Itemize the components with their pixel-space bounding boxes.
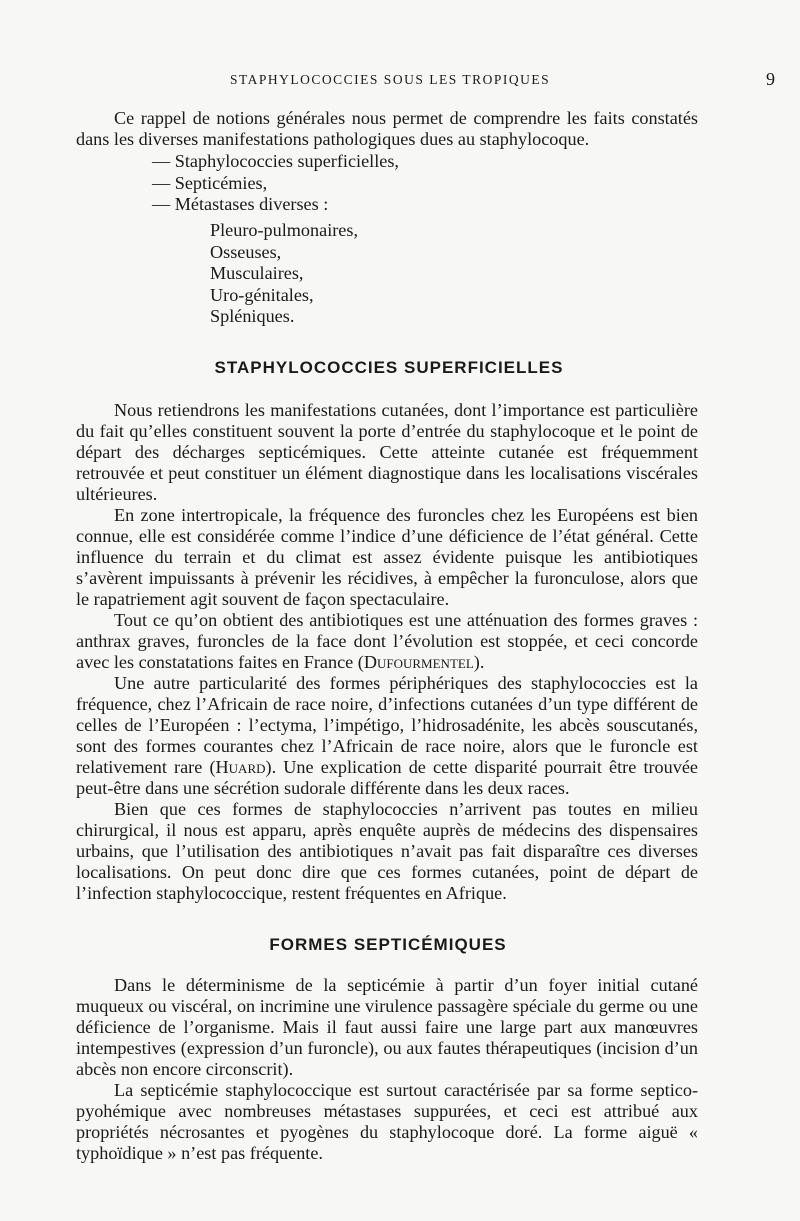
list-item: — Staphylococcies superficielles,	[152, 151, 399, 171]
paragraph	[76, 610, 698, 673]
section-heading: STAPHYLOCOCCIES SUPERFICIELLES	[214, 358, 564, 377]
running-title: STAPHYLOCOCCIES SOUS LES TROPIQUES	[230, 72, 551, 87]
section-body	[76, 975, 698, 1164]
manifestation-list	[152, 151, 399, 216]
paragraph: Nous retiendrons les manifestations cutanées, dont l’importance est particulière du fait qu’elles constituent souvent la porte d’entrée du staphylocoque et le point de départ des décharges septicémiques. Cette atteinte cutanée est fréquemment retrouvée et peut constituer un élément diagnostique dans les localisations viscérales ultérieures.	[76, 400, 698, 504]
intro-block	[76, 108, 698, 150]
paragraph: Dans le déterminisme de la septicémie à partir d’un foyer initial cutané muqueux ou viscéral, on incrimine une virulence passagère spéciale du germe ou une déficience de l’organisme. Mais il faut aussi faire une large part aux manœuvres intempestives (expression d’un furoncle), ou aux fautes thérapeutiques (incision d’un abcès non encore circonscrit).	[76, 975, 698, 1079]
list-item: — Métastases diverses :	[152, 194, 329, 214]
list-item: — Septicémies,	[152, 172, 268, 193]
sublist-item: Pleuro-pulmonaires,	[210, 220, 358, 240]
page-number: 9	[766, 69, 775, 89]
metastasis-sublist	[210, 220, 358, 328]
sublist-item: Spléniques.	[210, 306, 295, 326]
paragraph-text: ). Une explication de cette disparité pourrait être trouvée peut-être dans une sécrétion sudorale différente dans les deux races.	[76, 757, 698, 798]
sublist-item: Osseuses,	[210, 241, 282, 262]
author-citation: Dufourmentel	[363, 652, 474, 672]
paragraph-text: ).	[473, 652, 485, 672]
section-body	[76, 400, 698, 904]
sublist-item: Uro-génitales,	[210, 284, 314, 305]
intro-paragraph: Ce rappel de notions générales nous permet de comprendre les faits constatés dans les diverses manifestations pathologiques dues au staphylocoque.	[76, 108, 698, 149]
paragraph-text: Une autre particularité des formes périphériques des staphylococcies est la fréquence, chez l’Africain de race noire, d’infections cutanées d’un type différent de celles de l’Européen : l’ectyma, l’impétigo, l’hidrosadénite, les abcès souscutanés, sont des formes courantes chez l’Africain de race noire, alors que le furoncle est relativement rare (	[76, 673, 698, 777]
sublist-item: Musculaires,	[210, 263, 304, 283]
paragraph: La septicémie staphylococcique est surtout caractérisée par sa forme septico-pyohémique avec nombreuses métastases suppurées, et ceci est attribué aux propriétés nécrosantes et pyogènes du staphylocoque doré. La forme aiguë « typhoïdique » n’est pas fréquente.	[76, 1080, 698, 1163]
paragraph: Bien que ces formes de staphylococcies n’arrivent pas toutes en milieu chirurgical, il nous est apparu, après enquête auprès de médecins des dispensaires urbains, que l’utilisation des antibiotiques n’avait pas fait disparaître ces diverses localisations. On peut donc dire que ces formes cutanées, point de départ de l’infection staphylococcique, restent fréquentes en Afrique.	[76, 799, 698, 903]
paragraph-text: Tout ce qu’on obtient des antibiotiques est une atténuation des formes graves : anthrax graves, furoncles de la face dont l’évolution est stoppée, et ceci concorde avec les constatations faites en France (	[76, 610, 698, 672]
section-heading: FORMES SEPTICÉMIQUES	[269, 935, 507, 954]
paragraph	[76, 673, 698, 799]
paragraph: En zone intertropicale, la fréquence des furoncles chez les Européens est bien connue, elle est considérée comme l’indice d’une déficience de l’état général. Cette influence du terrain et du climat est assez évidente puisque les antibiotiques s’avèrent impuissants à prévenir les récidives, à empêcher la furonculose, alors que le rapatriement agit souvent de façon spectaculaire.	[76, 505, 698, 609]
author-citation: Huard	[215, 757, 266, 777]
